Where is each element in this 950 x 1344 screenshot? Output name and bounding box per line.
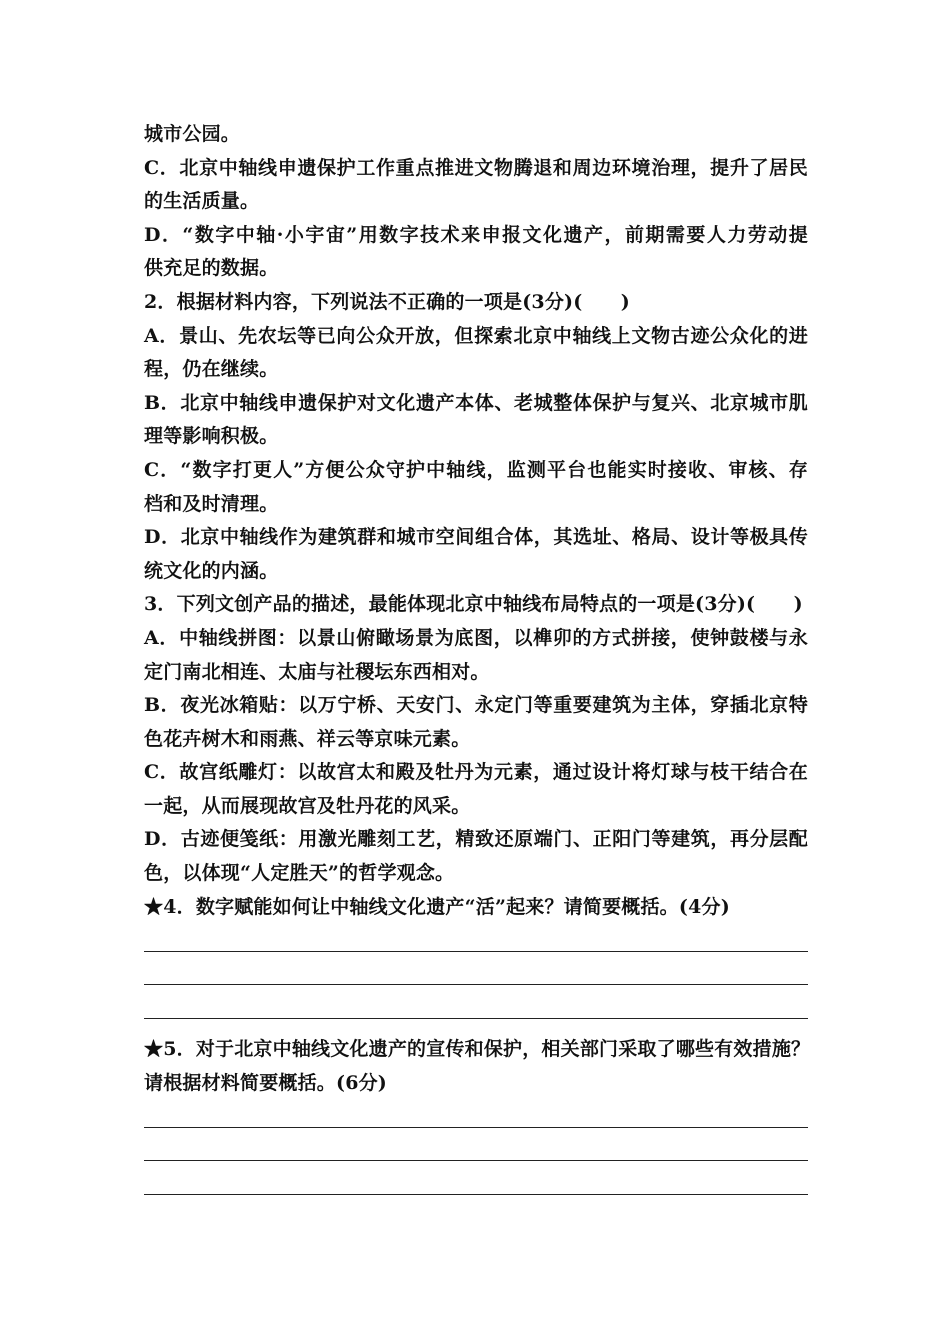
text-line: 档和及时清理。 — [144, 492, 279, 515]
question-4-title: ★4．数字赋能如何让中轴线文化遗产“活”起来？请简要概括。(4分) — [144, 895, 730, 918]
text-line: 统文化的内涵。 — [144, 559, 279, 582]
document-page — [144, 118, 811, 1201]
text-line: 理等影响积极。 — [144, 425, 279, 448]
text-line: A．中轴线拼图：以景山俯瞰场景为底图，以榫卯的方式拼接，使钟鼓楼与永 — [144, 626, 808, 649]
text-line: C．“数字打更人”方便公众守护中轴线，监测平台也能实时接收、审核、存 — [144, 458, 808, 481]
text-line: D．古迹便笺纸：用激光雕刻工艺，精致还原端门、正阳门等建筑，再分层配 — [144, 828, 808, 851]
answer-line-q4-3[interactable] — [144, 991, 808, 1025]
answer-line-q5-2[interactable] — [144, 1134, 808, 1168]
question-5-title: ★5．对于北京中轴线文化遗产的宣传和保护，相关部门采取了哪些有效措施？ — [144, 1038, 811, 1061]
text-line: C．北京中轴线申遗保护工作重点推进文物腾退和周边环境治理，提升了居民 — [144, 156, 808, 179]
text-line: 程，仍在继续。 — [144, 358, 279, 381]
text-line: B．夜光冰箱贴：以万宁桥、天安门、永定门等重要建筑为主体，穿插北京特 — [144, 694, 808, 717]
text-line: B．北京中轴线申遗保护对文化遗产本体、老城整体保护与复兴、北京城市肌 — [144, 391, 808, 414]
text-line: 一起，从而展现故宫及牡丹花的风采。 — [144, 794, 471, 817]
question-5-subtitle: 请根据材料简要概括。(6分) — [144, 1071, 388, 1094]
answer-line-q5-3[interactable] — [144, 1167, 808, 1201]
text-line: 色，以体现“人定胜天”的哲学观念。 — [144, 862, 455, 885]
answer-line-q4-1[interactable] — [144, 924, 808, 958]
text-line: 色花卉树木和雨燕、祥云等京味元素。 — [144, 727, 471, 750]
question-2-title: 2．根据材料内容，下列说法不正确的一项是(3分)( ) — [144, 290, 631, 313]
text-line: 城市公园。 — [144, 123, 241, 145]
text-line: 的生活质量。 — [144, 190, 260, 213]
text-line: D．“数字中轴·小宇宙”用数字技术来申报文化遗产，前期需要人力劳动提 — [144, 223, 808, 246]
answer-line-q4-2[interactable] — [144, 958, 808, 992]
question-3-title: 3．下列文创产品的描述，最能体现北京中轴线布局特点的一项是(3分)( ) — [144, 593, 803, 616]
answer-line-q5-1[interactable] — [144, 1100, 808, 1134]
text-line: 定门南北相连、太庙与社稷坛东西相对。 — [144, 660, 490, 683]
text-line: D．北京中轴线作为建筑群和城市空间组合体，其选址、格局、设计等极具传 — [144, 526, 808, 549]
text-line: C．故宫纸雕灯：以故宫太和殿及牡丹为元素，通过设计将灯球与枝干结合在 — [144, 761, 808, 784]
text-line: A．景山、先农坛等已向公众开放，但探索北京中轴线上文物古迹公众化的进 — [144, 324, 808, 347]
text-line: 供充足的数据。 — [144, 257, 279, 280]
